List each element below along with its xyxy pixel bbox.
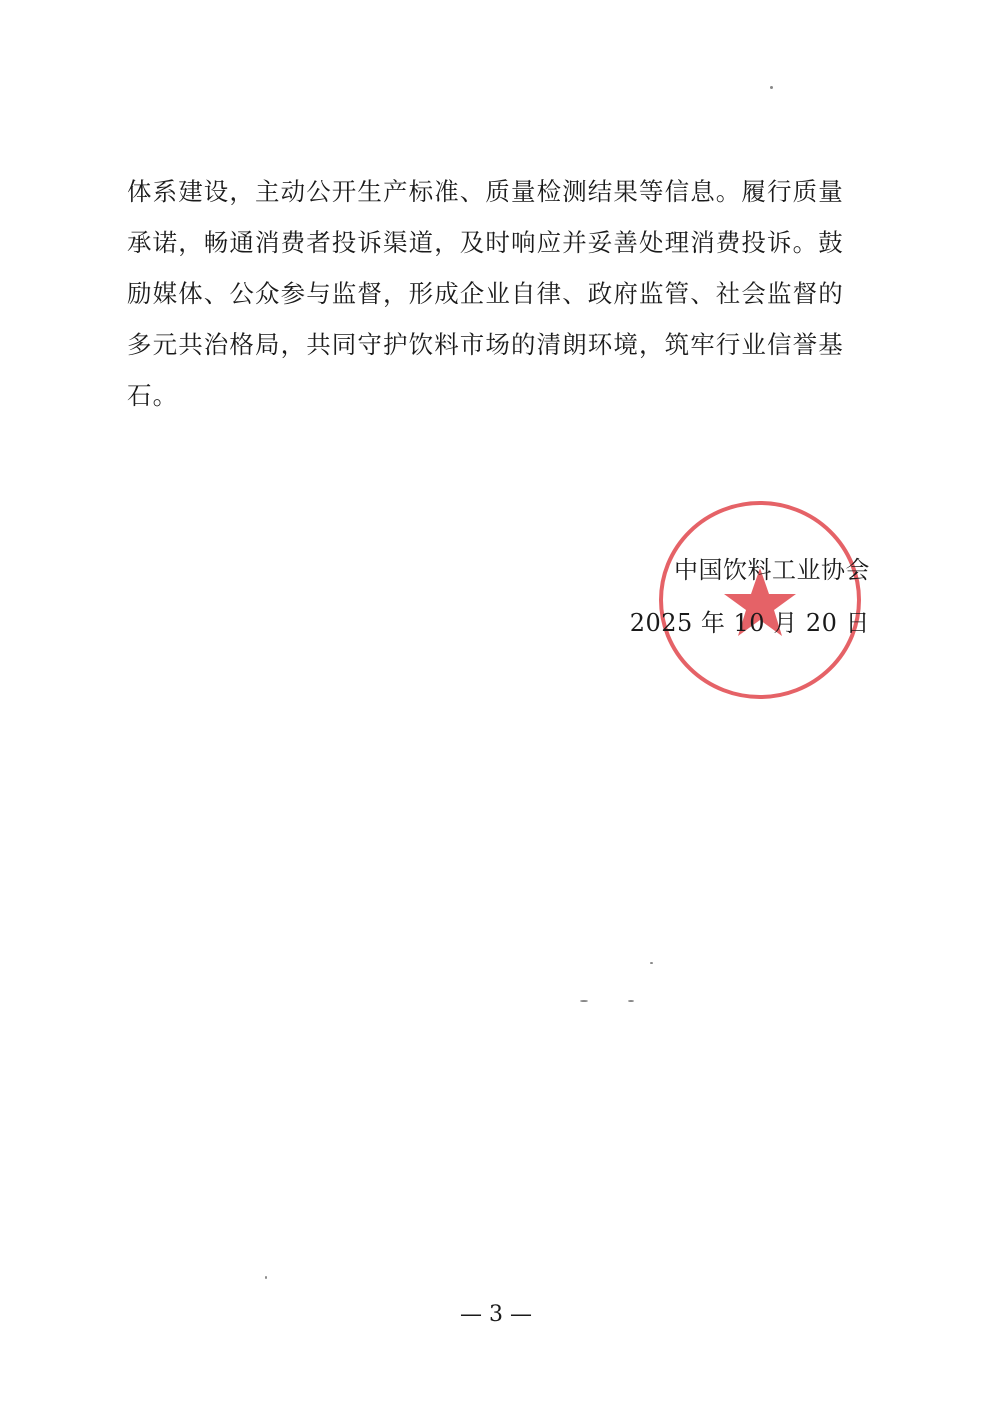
paragraph-line: 石。 — [127, 381, 179, 410]
paragraph-line: 承诺，畅通消费者投诉渠道，及时响应并妥善处理消费投诉。鼓 — [127, 228, 844, 257]
paragraph-line: 体系建设，主动公开生产标准、质量检测结果等信息。履行质量 — [127, 177, 844, 206]
signature-date: 2025 年 10 月 20 日 — [629, 609, 870, 637]
scan-speck — [650, 962, 653, 964]
scan-speck — [580, 1000, 588, 1002]
paragraph-line: 多元共治格局，共同守护饮料市场的清朗环境，筑牢行业信誉基 — [127, 330, 844, 359]
paragraph-line: 励媒体、公众参与监督，形成企业自律、政府监管、社会监督的 — [127, 279, 844, 308]
scan-speck — [770, 86, 773, 89]
scan-speck — [265, 1276, 267, 1279]
body-paragraph — [127, 172, 877, 427]
scan-speck — [628, 1000, 634, 1002]
page-number: — 3 — — [460, 1302, 532, 1327]
signature-organization: 中国饮料工业协会 — [674, 556, 870, 584]
official-seal-stamp — [656, 498, 864, 702]
